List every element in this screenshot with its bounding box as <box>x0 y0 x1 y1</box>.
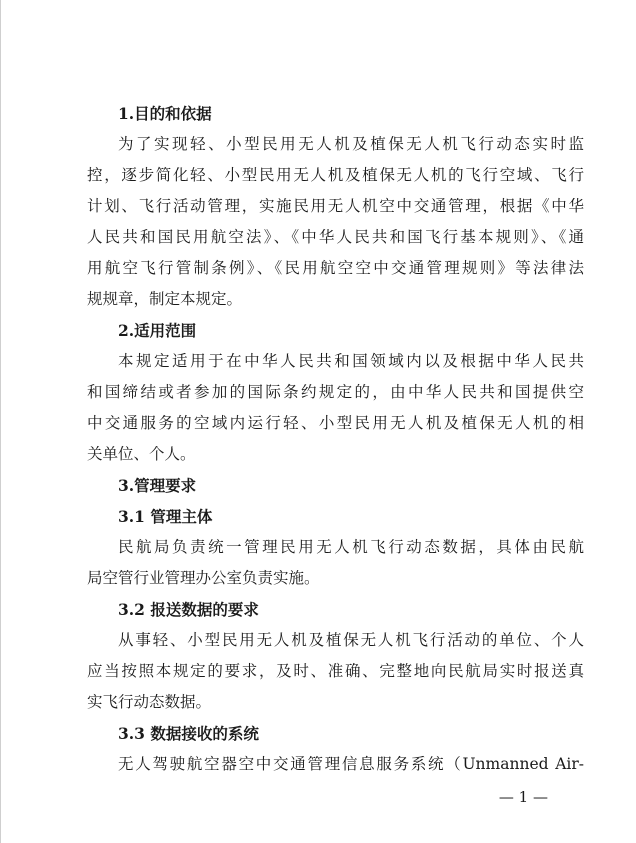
section-3-1-line-2: 局空管行业管理办公室负责实施。 <box>87 569 320 587</box>
section-3-3-heading: 3.3 数据接收的系统 <box>118 724 259 743</box>
section-3-2-line-3: 实飞行动态数据。 <box>87 693 212 711</box>
section-2-line-1: 本规定适用于在中华人民共和国领域内以及根据中华人民共 <box>118 352 584 370</box>
section-3-2-heading: 3.2 报送数据的要求 <box>118 600 259 619</box>
section-1-line-4: 人民共和国民用航空法》、《中华人民共和国飞行基本规则》、《通 <box>87 228 584 246</box>
section-3-3-line-1: 无人驾驶航空器空中交通管理信息服务系统（Unmanned Air- <box>118 755 584 773</box>
section-1-line-5: 用航空飞行管制条例》、《民用航空空中交通管理规则》等法律法 <box>87 259 584 277</box>
section-1-line-6: 规规章，制定本规定。 <box>87 290 243 308</box>
section-2-line-2: 和国缔结或者参加的国际条约规定的，由中华人民共和国提供空 <box>87 383 584 401</box>
section-3-1-line-1: 民航局负责统一管理民用无人机飞行动态数据，具体由民航 <box>118 538 584 556</box>
section-3-1-heading: 3.1 管理主体 <box>118 507 213 526</box>
section-2-heading: 2.适用范围 <box>118 321 197 340</box>
page-number: — 1 — <box>498 788 548 806</box>
section-1-line-2: 控，逐步简化轻、小型民用无人机及植保无人机的飞行空域、飞行 <box>87 166 584 184</box>
section-3-2-line-2: 应当按照本规定的要求，及时、准确、完整地向民航局实时报送真 <box>87 662 584 680</box>
section-2-line-3: 中交通服务的空域内运行轻、小型民用无人机及植保无人机的相 <box>87 414 584 432</box>
section-3-heading: 3.管理要求 <box>118 476 197 495</box>
section-2-line-4: 关单位、个人。 <box>87 445 196 463</box>
section-1-line-3: 计划、飞行活动管理，实施民用无人机空中交通管理，根据《中华 <box>87 197 584 215</box>
section-1-heading: 1.目的和依据 <box>118 104 212 123</box>
section-1-line-1: 为了实现轻、小型民用无人机及植保无人机飞行动态实时监 <box>118 135 584 153</box>
section-3-2-line-1: 从事轻、小型民用无人机及植保无人机飞行活动的单位、个人 <box>118 631 584 649</box>
